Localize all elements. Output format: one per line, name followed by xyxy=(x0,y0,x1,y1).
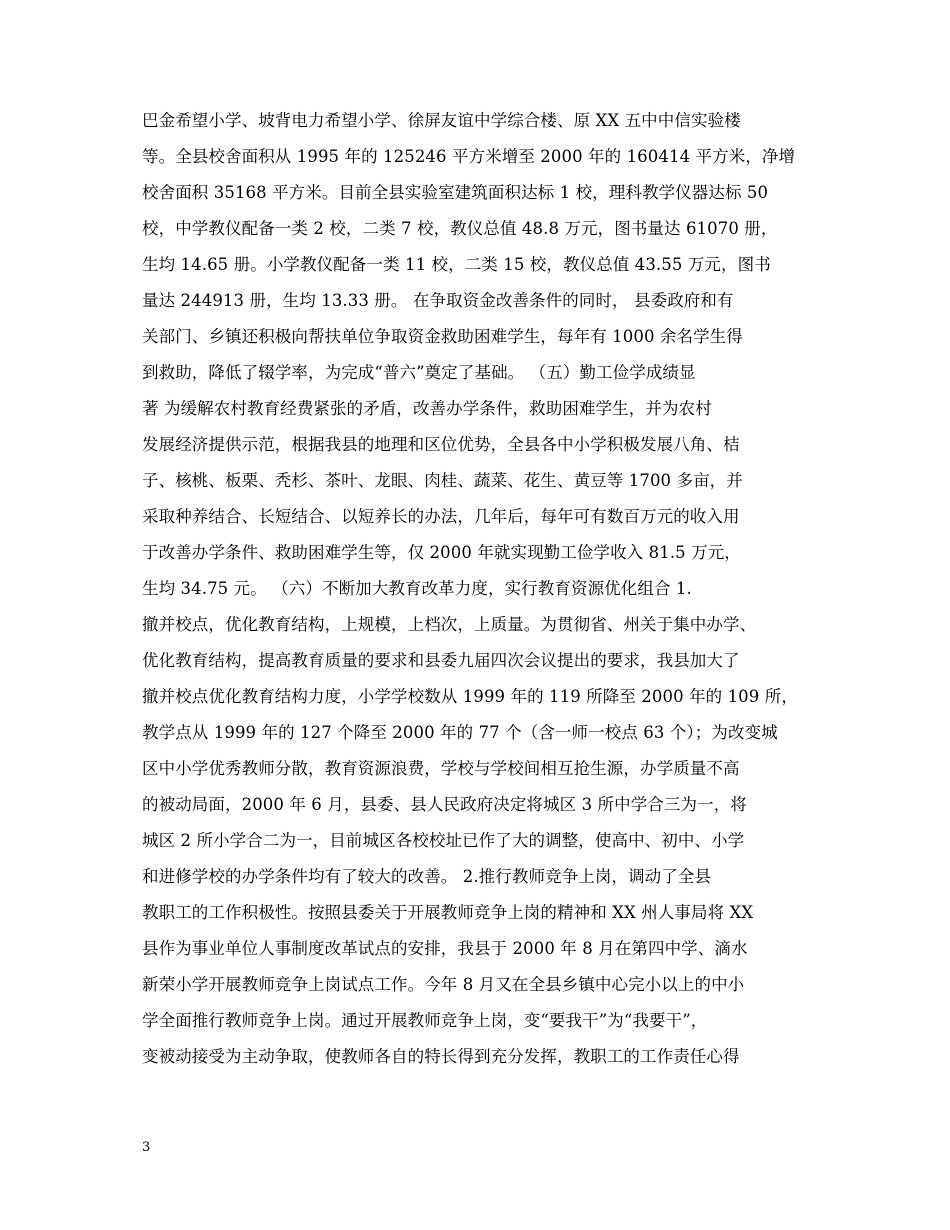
text-line: 变被动接受为主动争取，使教师各自的特长得到充分发挥，教职工的工作责任心得 xyxy=(142,1047,740,1066)
text-line: 新荣小学开展教师竞争上岗试点工作。今年 8 月又在全县乡镇中心完小以上的中小 xyxy=(142,975,745,994)
text-line: 量达 244913 册，生均 13.33 册。 在争取资金改善条件的同时， 县委政府和有 xyxy=(142,291,734,310)
text-line: 巴金希望小学、坡背电力希望小学、徐屏友谊中学综合楼、原 XX 五中中信实验楼 xyxy=(142,111,741,130)
text-line: 采取种养结合、长短结合、以短养长的办法，几年后，每年可有数百万元的收入用 xyxy=(142,507,740,526)
body-text xyxy=(142,103,832,1075)
text-line: 区中小学优秀教师分散，教育资源浪费，学校与学校间相互抢生源，办学质量不高 xyxy=(142,759,740,778)
text-line: 生均 34.75 元。 （六）不断加大教育改革力度，实行教育资源优化组合 1. xyxy=(142,579,692,598)
text-line: 教职工的工作积极性。按照县委关于开展教师竞争上岗的精神和 XX 州人事局将 XX xyxy=(142,903,754,922)
text-line: 校舍面积 35168 平方米。目前全县实验室建筑面积达标 1 校，理科教学仪器达标 50 xyxy=(142,183,769,202)
text-line: 的被动局面，2000 年 6 月，县委、县人民政府决定将城区 3 所中学合三为一，将 xyxy=(142,795,747,814)
text-line: 优化教育结构，提高教育质量的要求和县委九届四次会议提出的要求，我县加大了 xyxy=(142,651,740,670)
text-line: 县作为事业单位人事制度改革试点的安排，我县于 2000 年 8 月在第四中学、滴水 xyxy=(142,939,748,958)
text-line: 生均 14.65 册。小学教仪配备一类 11 校，二类 15 校，教仪总值 43.55 万元，图书 xyxy=(142,255,771,274)
text-line: 于改善办学条件、救助困难学生等，仅 2000 年就实现勤工俭学收入 81.5 万元， xyxy=(142,543,741,562)
text-line: 校，中学教仪配备一类 2 校，二类 7 校，教仪总值 48.8 万元，图书量达 61070 册， xyxy=(142,219,778,238)
text-line: 撤并校点优化教育结构力度，小学学校数从 1999 年的 119 所降至 2000 年的 109 所， xyxy=(142,687,798,706)
page-number: 3 xyxy=(142,1140,151,1155)
text-line: 城区 2 所小学合二为一，目前城区各校校址已作了大的调整，使高中、初中、小学 xyxy=(142,831,745,850)
text-line: 和进修学校的办学条件均有了较大的改善。 2.推行教师竞争上岗，调动了全县 xyxy=(142,867,712,886)
text-line: 到救助，降低了辍学率，为完成“普六”奠定了基础。 （五）勤工俭学成绩显 xyxy=(142,363,696,382)
text-line: 著 为缓解农村教育经费紧张的矛盾，改善办学条件，救助困难学生，并为农村 xyxy=(142,399,712,418)
text-line: 教学点从 1999 年的 127 个降至 2000 年的 77 个（含一师一校点 63 个）；为改变城 xyxy=(142,723,778,742)
text-line: 子、核桃、板栗、秃杉、茶叶、龙眼、肉桂、蔬菜、花生、黄豆等 1700 多亩，并 xyxy=(142,471,743,490)
text-line: 等。全县校舍面积从 1995 年的 125246 平方米增至 2000 年的 160414 平方米，净增 xyxy=(142,147,796,166)
text-line: 发展经济提供示范，根据我县的地理和区位优势，全县各中小学积极发展八角、桔 xyxy=(142,435,740,454)
text-line: 撤并校点，优化教育结构，上规模，上档次，上质量。为贯彻省、州关于集中办学、 xyxy=(142,615,757,634)
text-line: 学全面推行教师竞争上岗。通过开展教师竞争上岗，变“要我干”为“我要干”， xyxy=(142,1011,708,1030)
text-line: 关部门、乡镇还积极向帮扶单位争取资金救助困难学生，每年有 1000 余名学生得 xyxy=(142,327,743,346)
